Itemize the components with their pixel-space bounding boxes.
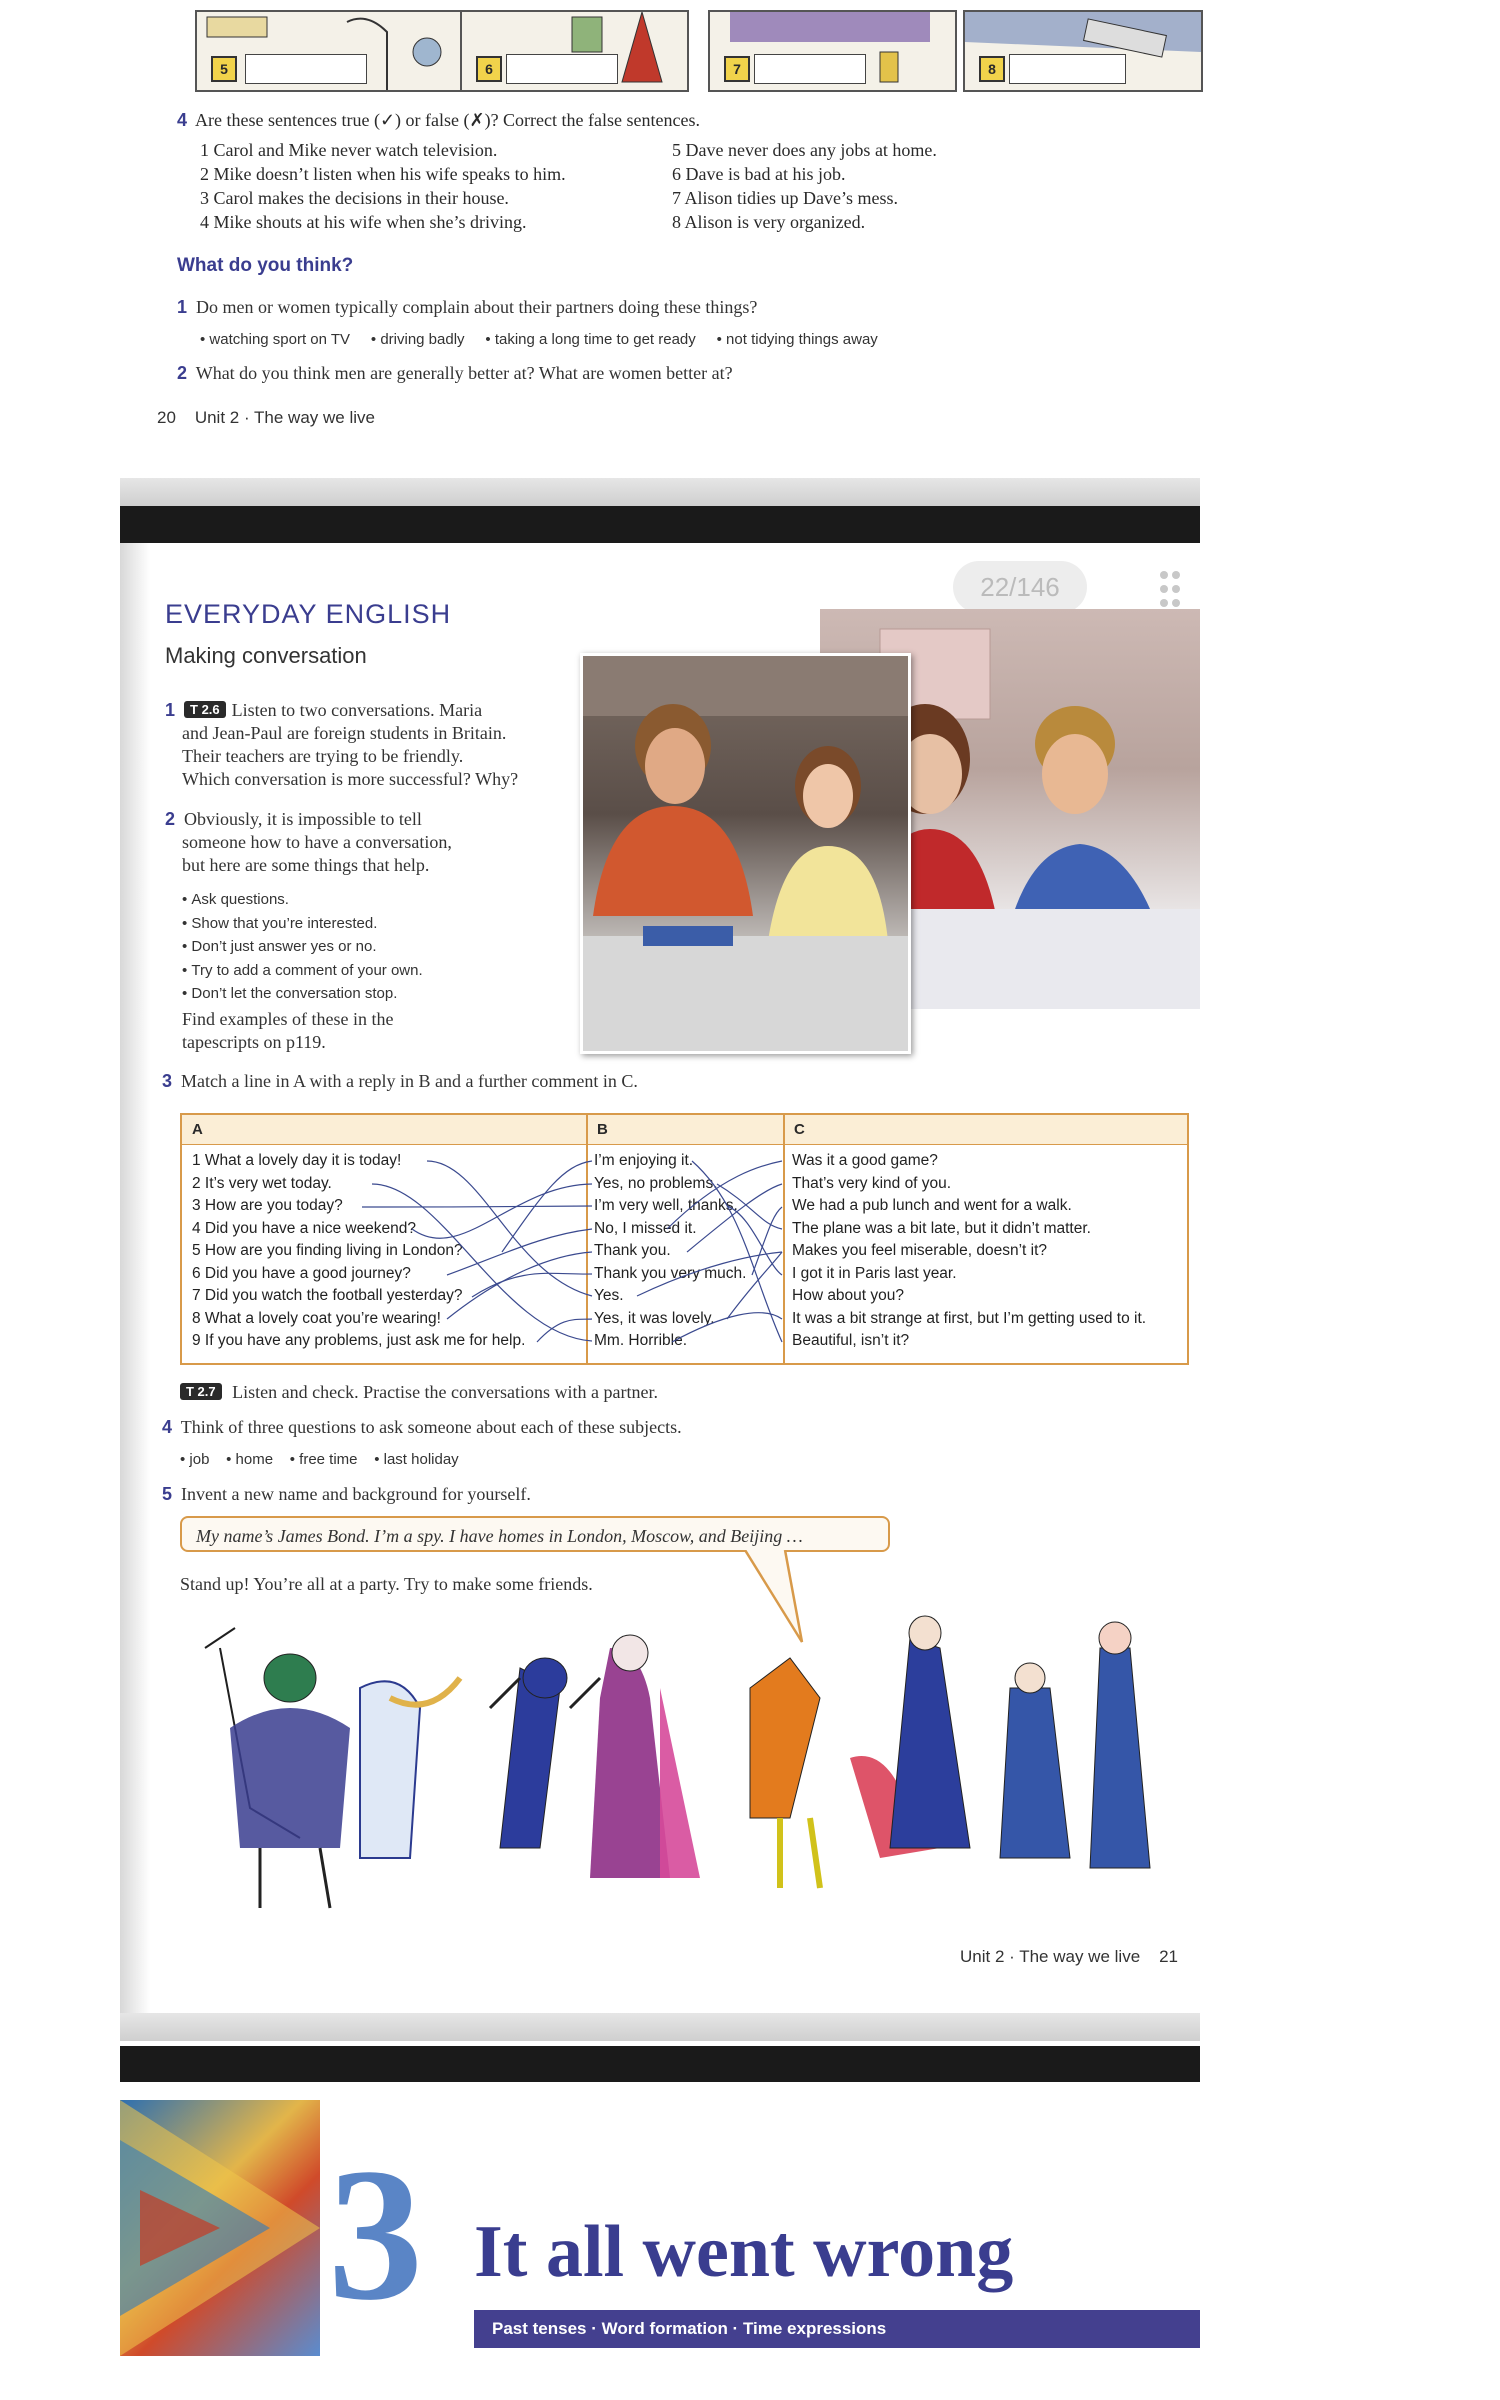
ex5-text: Invent a new name and background for yourself. (181, 1484, 531, 1504)
page-number: 20 (157, 408, 176, 427)
table-row: Yes. (594, 1287, 624, 1304)
bullet-item: Don’t just answer yes or no. (191, 938, 377, 955)
listen-check-text: Listen and check. Practise the conversations with a partner. (232, 1382, 658, 1402)
comic-illustration (197, 12, 475, 90)
q4-item: 8 Alison is very organized. (672, 212, 866, 232)
comic-panel-6 (460, 10, 689, 92)
exercise-1 (165, 699, 565, 791)
ex4-number: 4 (162, 1417, 173, 1437)
wdyt-q2-number: 2 (177, 363, 188, 383)
bullet-item: Try to add a comment of your own. (191, 961, 423, 979)
table-row: I’m very well, thanks. (594, 1197, 738, 1214)
ex5-party-text: Stand up! You’re all at a party. Try to make some friends. (180, 1574, 593, 1594)
column-a (192, 1150, 525, 1353)
wdyt-q2-text: What do you think men are generally better at? What are women better at? (195, 363, 733, 383)
audio-track-tag[interactable]: T 2.6 (184, 701, 226, 718)
page-footer (960, 1947, 1178, 1967)
wdyt-q1 (177, 296, 757, 319)
table-row: Beautiful, isn’t it? (792, 1332, 910, 1349)
table-row: 2 It’s very wet today. (192, 1174, 332, 1192)
table-row: 9 If you have any problems, just ask me for help. (192, 1332, 526, 1349)
ex1-number: 1 (165, 700, 176, 720)
table-row: 6 Did you have a good journey? (192, 1264, 411, 1282)
table-row: Yes, no problems. (594, 1174, 718, 1192)
ex2-number: 2 (165, 809, 176, 829)
table-row: 5 How are you finding living in London? (192, 1242, 463, 1259)
table-row: Was it a good game? (792, 1152, 938, 1169)
ex2-line: someone how to have a conversation, (182, 832, 452, 852)
bullet-item: job (189, 1451, 210, 1468)
column-header-b: B (587, 1115, 784, 1145)
comic-illustration (710, 12, 955, 90)
table-row: Mm. Horrible. (594, 1332, 688, 1349)
comic-illustration (965, 12, 1201, 90)
ex2-line: Obviously, it is impossible to tell (184, 809, 422, 829)
ex4-text: Think of three questions to ask someone about each of these subjects. (180, 1417, 682, 1437)
comic-panel-7 (708, 10, 957, 92)
unit-title: It all went wrong (474, 2211, 1014, 2293)
ex2-find (182, 1008, 393, 1054)
table-row: No, I missed it. (594, 1219, 697, 1237)
page-footer (157, 408, 375, 428)
panel-number: 6 (476, 56, 502, 82)
comic-panel-8 (963, 10, 1203, 92)
table-row: 4 Did you have a nice weekend? (192, 1219, 417, 1237)
panel-number: 5 (211, 56, 237, 82)
exercise-5 (162, 1483, 531, 1506)
speech-bubble: My name’s James Bond. I’m a spy. I have homes in London, Moscow, and Beijing … (180, 1516, 890, 1552)
bullet-item: last holiday (383, 1451, 459, 1468)
page-counter: 22/146 (953, 561, 1087, 613)
page-separator (120, 478, 1200, 506)
column-b (594, 1150, 746, 1353)
ex3-instruction: Match a line in A with a reply in B and a further comment in C. (181, 1071, 638, 1091)
page-separator (120, 2013, 1200, 2041)
ex4-bullets: • job • home • free time • last holiday (180, 1451, 459, 1468)
q4-list-right (672, 138, 937, 234)
wdyt-q1-text: Do men or women typically complain about their partners doing these things? (196, 297, 758, 317)
q4-list-left (200, 138, 566, 234)
footer-unit: Unit 2 · The way we live (194, 408, 375, 427)
banner-arrow-art (120, 2100, 320, 2356)
party-characters-illustration (190, 1608, 1190, 1928)
table-row: It was a bit strange at first, but I’m getting used to it. (792, 1309, 1147, 1327)
bullet-item: not tidying things away (726, 331, 878, 348)
menu-dots-icon[interactable] (1160, 571, 1184, 611)
q4-item: 4 Mike shouts at his wife when she’s driving. (200, 212, 527, 232)
panel-number: 8 (979, 56, 1005, 82)
bullet-item: driving badly (380, 331, 465, 348)
column-divider (783, 1115, 785, 1363)
bullet-item: Don’t let the conversation stop. (191, 985, 398, 1002)
what-do-you-think-heading: What do you think? (177, 255, 354, 276)
exercise-3 (162, 1070, 638, 1093)
column-header-c: C (784, 1115, 1187, 1145)
q4-instruction (177, 110, 700, 131)
table-row: 1 What a lovely day it is today! (192, 1152, 402, 1169)
q4-text: Are these sentences true (✓) or false (✗)? Correct the false sentences. (195, 110, 700, 130)
bullet-item: watching sport on TV (209, 331, 351, 348)
q4-item: 7 Alison tidies up Dave’s mess. (672, 188, 898, 208)
bullet-item: Show that you’re interested. (191, 914, 378, 932)
q4-number: 4 (177, 110, 188, 130)
table-row: 7 Did you watch the football yesterday? (192, 1287, 463, 1304)
ex3-number: 3 (162, 1071, 173, 1091)
bullet-item: taking a long time to get ready (494, 331, 696, 348)
table-row: The plane was a bit late, but it didn’t matter. (792, 1219, 1091, 1237)
wdyt-q1-bullets: • watching sport on TV • driving badly • taking a long time to get ready • not tidying things away (200, 331, 878, 348)
ex5-number: 5 (162, 1484, 173, 1504)
table-row: Makes you feel miserable, doesn’t it? (792, 1242, 1048, 1259)
unit-banner-artwork (120, 2100, 320, 2356)
listen-and-check (180, 1381, 658, 1404)
ex1-line: and Jean-Paul are foreign students in Britain. (182, 723, 507, 743)
table-row: I got it in Paris last year. (792, 1264, 957, 1282)
q4-item: 3 Carol makes the decisions in their house. (200, 188, 509, 208)
table-row: 3 How are you today? (192, 1197, 343, 1214)
table-row: I’m enjoying it. (594, 1152, 694, 1169)
page-20 (120, 0, 1200, 470)
ex1-line: Which conversation is more successful? Why? (182, 769, 519, 789)
page-spine-shadow (120, 543, 150, 2013)
bullet-item: home (235, 1451, 274, 1468)
audio-track-tag[interactable]: T 2.7 (180, 1383, 222, 1400)
unit-topics: Past tenses · Word formation · Time expressions (474, 2310, 1200, 2348)
page-separator-dark (120, 506, 1200, 543)
table-row: How about you? (792, 1287, 905, 1304)
q4-item: 2 Mike doesn’t listen when his wife speaks to him. (200, 164, 566, 184)
photo-canteen-students (580, 653, 911, 1054)
q4-item: 5 Dave never does any jobs at home. (672, 140, 937, 160)
ex1-line: Their teachers are trying to be friendly. (182, 746, 464, 766)
footer-unit: Unit 2 · The way we live (960, 1947, 1141, 1966)
section-title: EVERYDAY ENGLISH (165, 599, 452, 629)
bullet-item: free time (299, 1451, 358, 1468)
column-header-a: A (182, 1115, 587, 1145)
q4-item: 1 Carol and Mike never watch television. (200, 140, 498, 160)
ex2-find-line: tapescripts on p119. (182, 1032, 326, 1052)
column-divider (586, 1115, 588, 1363)
comic-illustration (462, 12, 687, 90)
panel-number: 7 (724, 56, 750, 82)
ex2-bullets: • Ask questions. • Show that you’re interested. • Don’t just answer yes or no. • Try to add a comment of your own. • Don’t let the conversation stop. (182, 891, 423, 1002)
bullet-item: Ask questions. (191, 891, 289, 908)
page-separator-dark (120, 2046, 1200, 2082)
table-row: We had a pub lunch and went for a walk. (792, 1197, 1072, 1214)
column-c (792, 1150, 1146, 1353)
ex1-line: Listen to two conversations. Maria (231, 700, 483, 720)
table-row: Yes, it was lovely. (594, 1309, 715, 1327)
comic-panel-5 (195, 10, 477, 92)
page-21 (120, 543, 1200, 2013)
table-row: 8 What a lovely coat you’re wearing! (192, 1309, 441, 1327)
unit-number: 3 (328, 2130, 423, 2340)
table-row: Thank you. (594, 1242, 671, 1259)
wdyt-q2 (177, 362, 733, 385)
matching-table (180, 1113, 1189, 1365)
page-number: 21 (1159, 1947, 1178, 1966)
photo-illustration (583, 656, 908, 1051)
exercise-2 (165, 808, 565, 877)
q4-item: 6 Dave is bad at his job. (672, 164, 846, 184)
table-row: Thank you very much. (594, 1264, 747, 1282)
exercise-4 (162, 1416, 682, 1439)
table-row: That’s very kind of you. (792, 1174, 952, 1192)
ex2-find-line: Find examples of these in the (182, 1009, 394, 1029)
wdyt-q1-number: 1 (177, 297, 188, 317)
ex2-line: but here are some things that help. (182, 855, 430, 875)
section-subtitle: Making conversation (165, 643, 367, 668)
